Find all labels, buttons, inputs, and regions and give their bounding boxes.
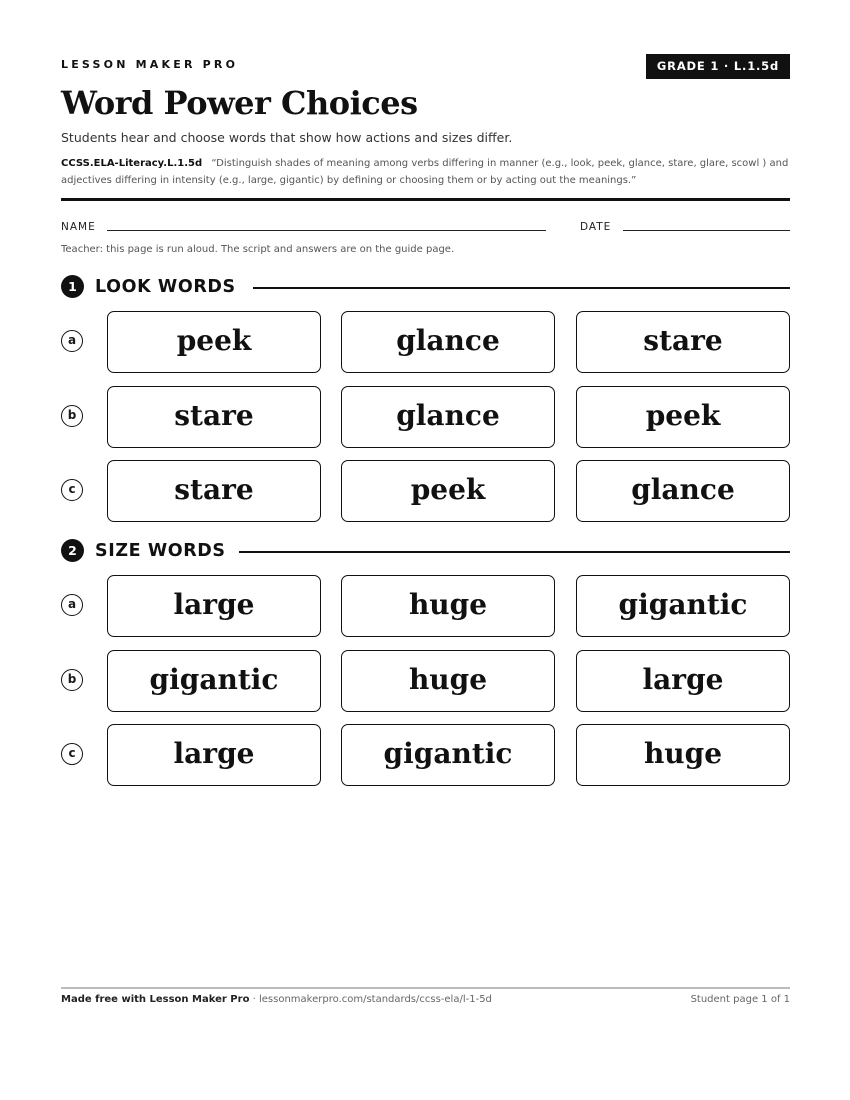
- question-row: [61, 650, 790, 712]
- word-choice-card[interactable]: stare: [107, 386, 321, 448]
- section-number: 1: [61, 275, 84, 298]
- question-row: [61, 460, 790, 522]
- footer-credit: [61, 994, 492, 1005]
- worksheet-page: [61, 0, 790, 1100]
- section-rule: [253, 287, 790, 289]
- word-choice-card[interactable]: glance: [341, 386, 555, 448]
- word-choice-card[interactable]: glance: [576, 460, 790, 522]
- footer-made-with: Made free with Lesson Maker Pro: [61, 994, 250, 1005]
- footer-url-link[interactable]: lessonmakerpro.com/standards/ccss-ela/l-1-5d: [258, 994, 492, 1005]
- section-look-words: [61, 274, 790, 300]
- section-rule: [239, 551, 790, 553]
- section-title: LOOK WORDS: [95, 274, 246, 300]
- word-choice-card[interactable]: large: [576, 650, 790, 712]
- word-choice-card[interactable]: peek: [341, 460, 555, 522]
- word-choice-card[interactable]: huge: [576, 724, 790, 786]
- row-letter-badge: c: [61, 479, 83, 501]
- name-field[interactable]: [107, 230, 546, 231]
- word-choice-card[interactable]: huge: [341, 575, 555, 637]
- row-letter-badge: b: [61, 405, 83, 427]
- word-choice-card[interactable]: huge: [341, 650, 555, 712]
- word-choice-card[interactable]: gigantic: [107, 650, 321, 712]
- standard-description: [61, 155, 790, 189]
- word-choice-card[interactable]: gigantic: [576, 575, 790, 637]
- word-choice-card[interactable]: large: [107, 724, 321, 786]
- row-letter-badge: a: [61, 594, 83, 616]
- word-choice-card[interactable]: glance: [341, 311, 555, 373]
- page-title: Word Power Choices: [61, 84, 418, 122]
- question-row: [61, 386, 790, 448]
- word-choice-card[interactable]: peek: [576, 386, 790, 448]
- page-subtitle: Students hear and choose words that show how actions and sizes differ.: [61, 130, 513, 145]
- teacher-note: Teacher: this page is run aloud. The script and answers are on the guide page.: [61, 244, 455, 255]
- question-row: [61, 724, 790, 786]
- question-row: [61, 575, 790, 637]
- grade-badge: GRADE 1 · L.1.5d: [646, 54, 790, 79]
- section-size-words: [61, 538, 790, 564]
- brand-name: LESSON MAKER PRO: [61, 58, 239, 71]
- footer-page-info: Student page 1 of 1: [690, 994, 790, 1005]
- word-choice-card[interactable]: peek: [107, 311, 321, 373]
- header-divider: [61, 198, 790, 201]
- word-choice-card[interactable]: gigantic: [341, 724, 555, 786]
- footer-separator: ·: [249, 994, 259, 1005]
- row-letter-badge: c: [61, 743, 83, 765]
- word-choice-card[interactable]: stare: [576, 311, 790, 373]
- footer-divider: [61, 987, 790, 989]
- date-label: DATE: [580, 221, 612, 233]
- name-label: NAME: [61, 221, 96, 233]
- word-choice-card[interactable]: large: [107, 575, 321, 637]
- date-field[interactable]: [623, 230, 790, 231]
- section-title: SIZE WORDS: [95, 538, 236, 564]
- row-letter-badge: a: [61, 330, 83, 352]
- section-number: 2: [61, 539, 84, 562]
- row-letter-badge: b: [61, 669, 83, 691]
- standard-code: CCSS.ELA-Literacy.L.1.5d: [61, 158, 203, 169]
- question-row: [61, 311, 790, 373]
- word-choice-card[interactable]: stare: [107, 460, 321, 522]
- standard-text: “Distinguish shades of meaning among verbs differing in manner (e.g., look, peek, glance, stare, glare, scowl ) and adjectives differing in intensity (e.g., large, gigantic) by defining or choosing them or by acting out the meanings.”: [61, 158, 789, 186]
